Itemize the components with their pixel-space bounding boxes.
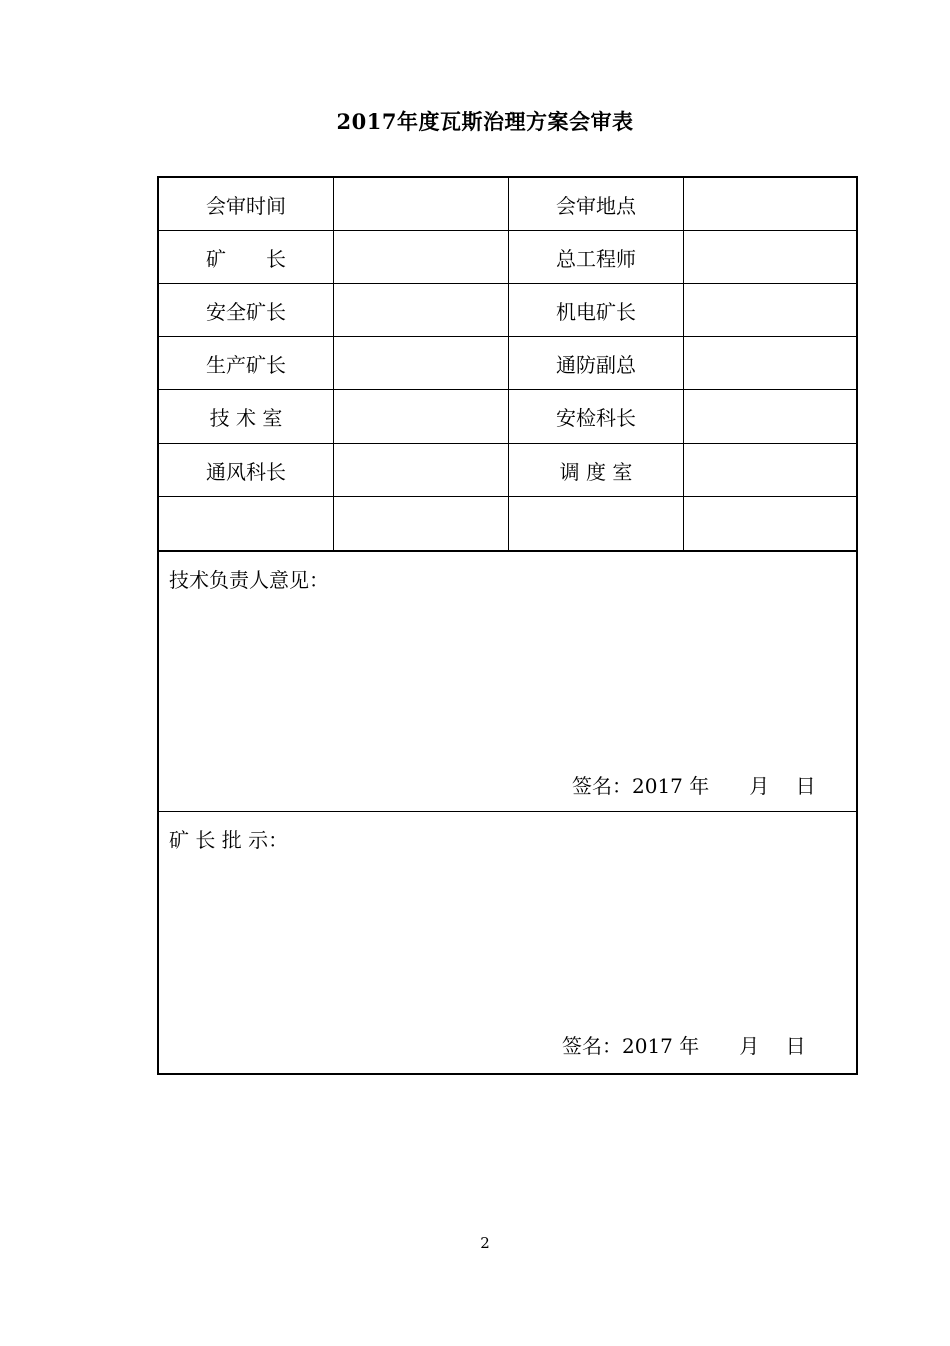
value-dispatch-office[interactable] [684, 444, 856, 496]
blank-cell[interactable] [159, 497, 333, 550]
label-technical-office: 技 术 室 [209, 406, 283, 430]
document-title: 2017年度瓦斯治理方案会审表 [336, 109, 634, 134]
value-technical-office[interactable] [334, 390, 508, 443]
label-chief-engineer: 总工程师 [556, 246, 636, 271]
label-mine-director: 矿 长 [206, 246, 286, 271]
director-approval-section[interactable] [157, 812, 858, 1074]
value-production-director[interactable] [334, 337, 508, 389]
label-review-time: 会审时间 [206, 193, 286, 218]
review-table [157, 176, 858, 552]
value-review-location[interactable] [684, 178, 856, 230]
table-bottom-border [157, 1073, 858, 1075]
value-mine-director[interactable] [334, 231, 508, 283]
value-ventilation-chief[interactable] [334, 444, 508, 496]
label-safety-director: 安全矿长 [206, 299, 286, 324]
label-review-location: 会审地点 [556, 193, 636, 218]
label-dispatch-office: 调 度 室 [559, 459, 633, 484]
label-safety-inspection-chief: 安检科长 [556, 406, 636, 430]
blank-cell[interactable] [334, 497, 508, 550]
tech-opinion-section[interactable] [157, 552, 858, 813]
director-approval-label: 矿 长 批 示： [169, 828, 289, 852]
value-safety-director[interactable] [334, 284, 508, 336]
value-chief-engineer[interactable] [684, 231, 856, 283]
blank-cell[interactable] [684, 497, 856, 550]
value-review-time[interactable] [334, 178, 508, 230]
blank-cell[interactable] [509, 497, 683, 550]
value-electromech-director[interactable] [684, 284, 856, 336]
label-ventilation-deputy: 通防副总 [556, 352, 636, 377]
label-production-director: 生产矿长 [206, 352, 286, 377]
value-ventilation-deputy[interactable] [684, 337, 856, 389]
tech-opinion-label: 技术负责人意见： [169, 568, 329, 592]
value-safety-inspection-chief[interactable] [684, 390, 856, 443]
tech-opinion-signature: 签名：2017 年 月 日 [572, 774, 816, 798]
page-number: 2 [480, 1234, 490, 1252]
label-ventilation-chief: 通风科长 [206, 459, 286, 484]
director-approval-signature: 签名：2017 年 月 日 [562, 1034, 806, 1058]
label-electromech-director: 机电矿长 [556, 299, 636, 324]
